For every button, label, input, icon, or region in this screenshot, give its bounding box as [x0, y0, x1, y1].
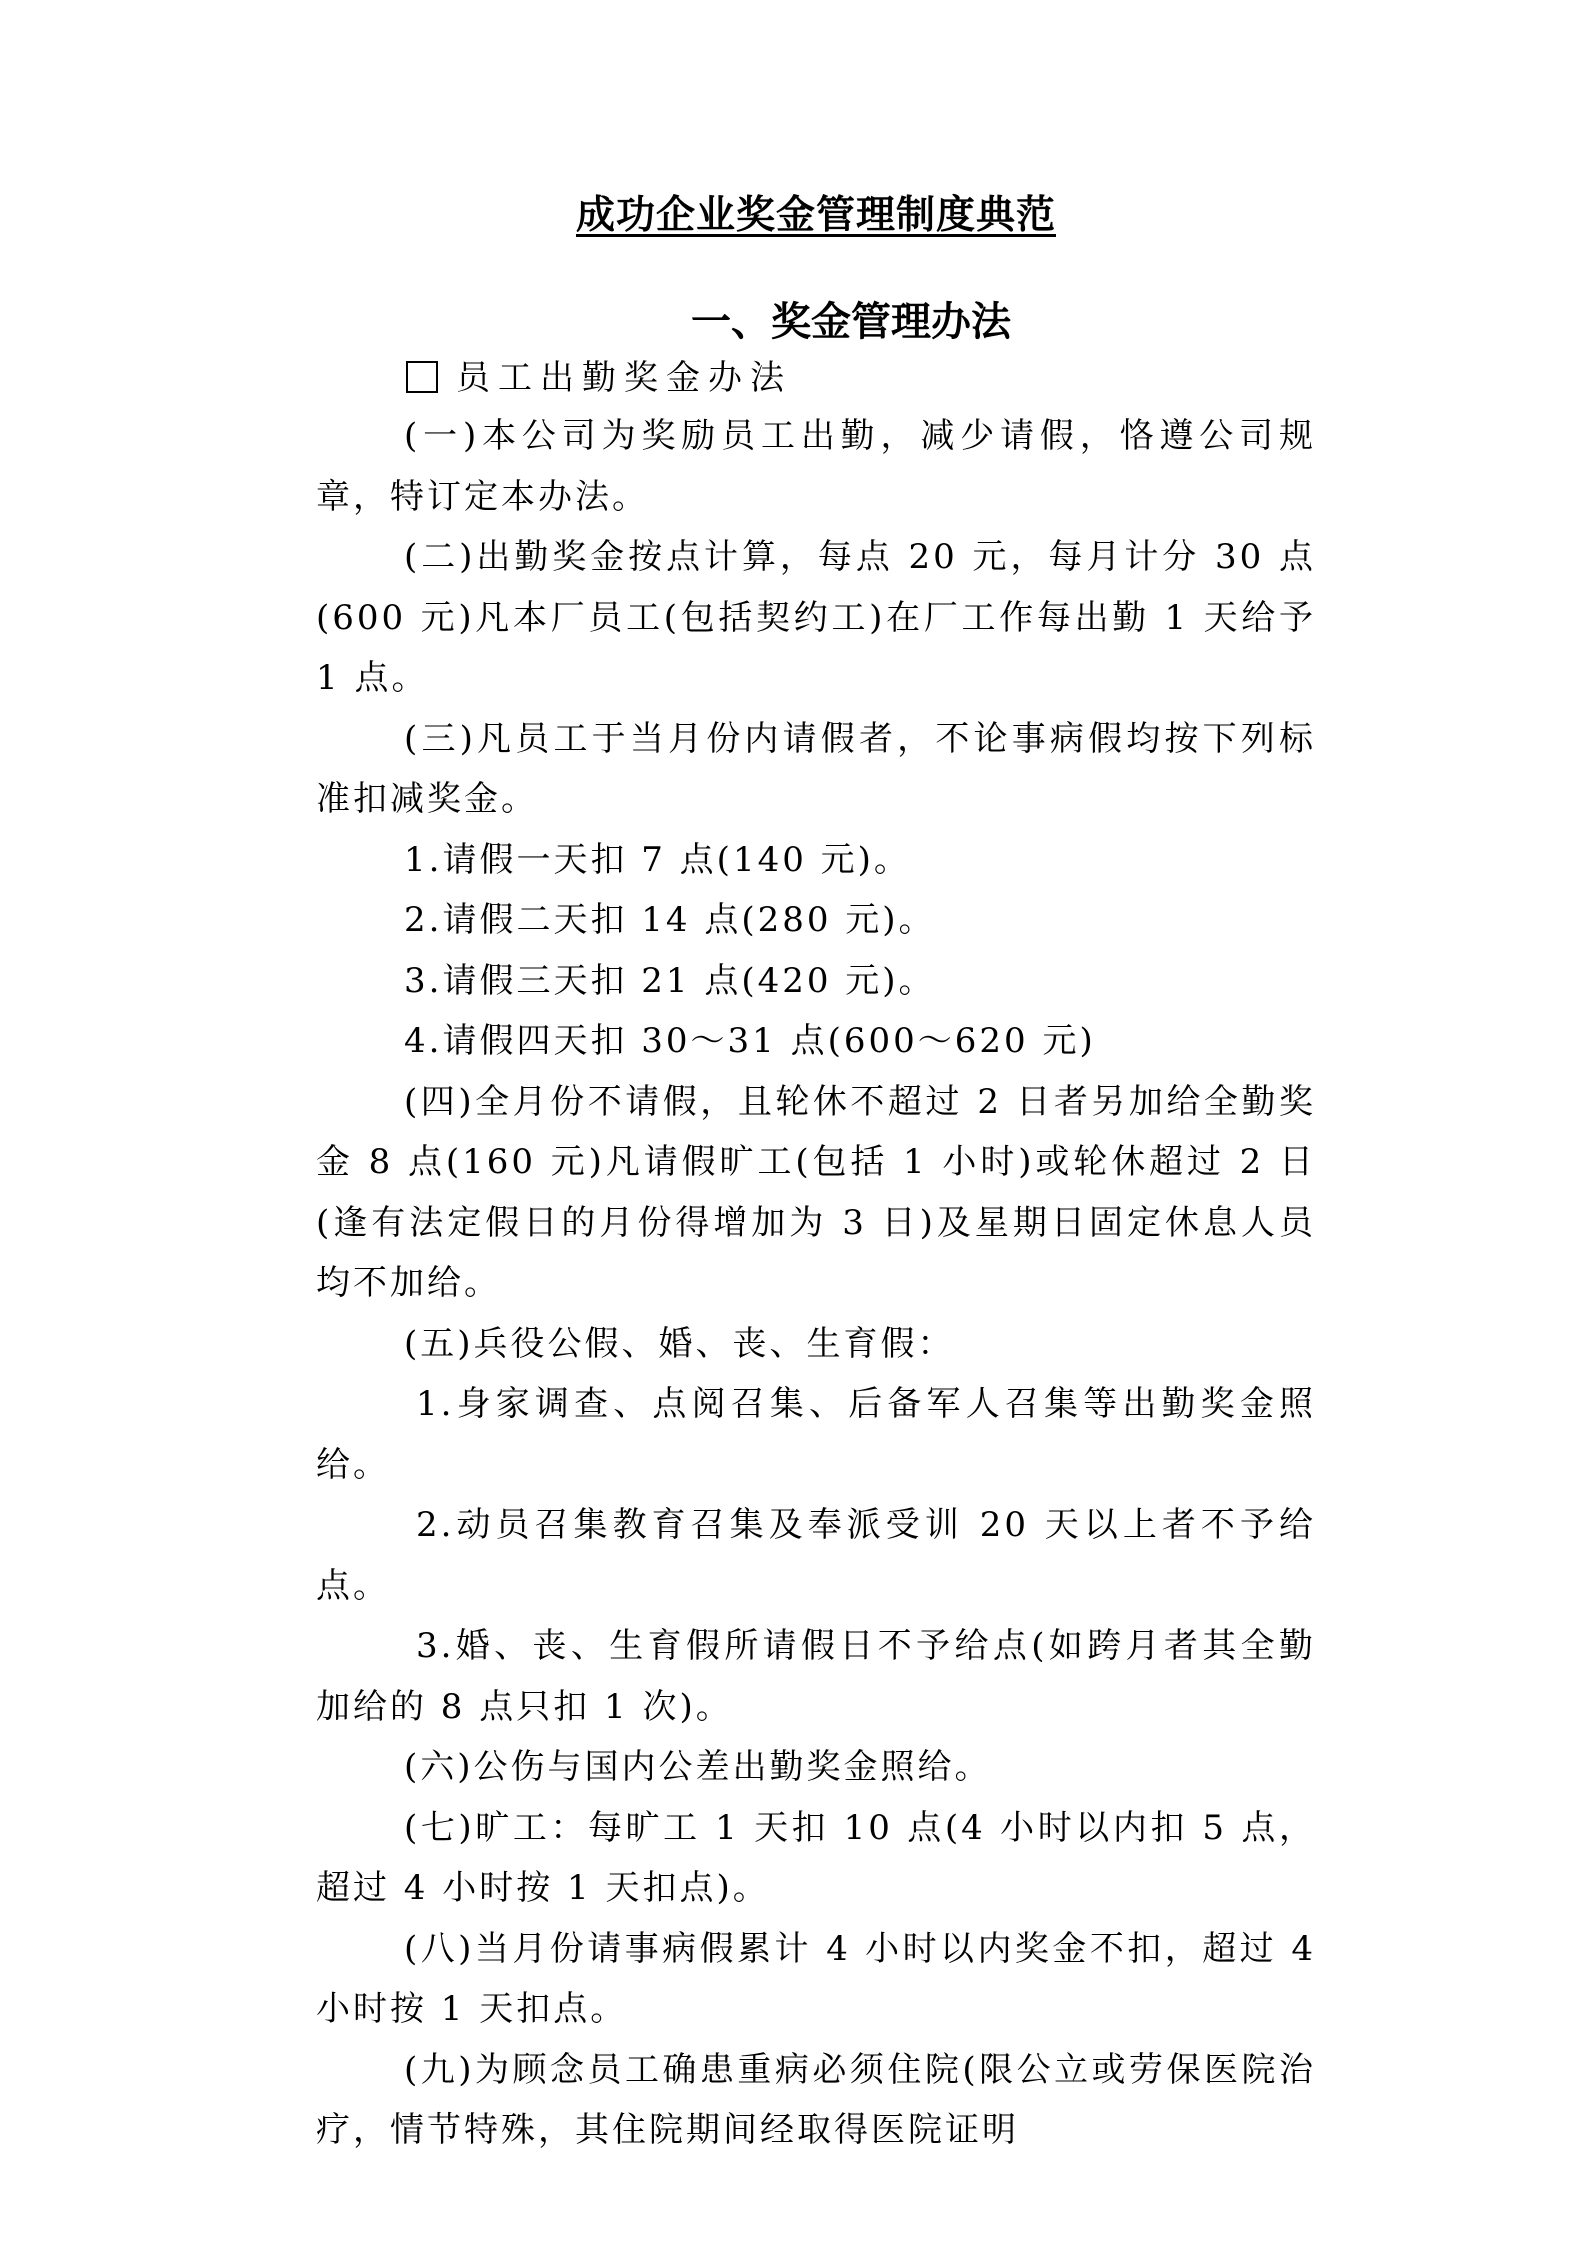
paragraph-3: (三)凡员工于当月份内请假者，不论事病假均按下列标准扣减奖金。	[316, 718, 1316, 819]
paragraph-4: (四)全月份不请假，且轮休不超过 2 日者另加给全勤奖金 8 点(160 元)凡请假旷工(包括 1 小时)或轮休超过 2 日(逢有法定假日的月份得增加为 3 日)及星期日固定休息人员均不加给。	[316, 1081, 1316, 1303]
list-item-5-1: 1.身家调查、点阅召集、后备军人召集等出勤奖金照给。	[316, 1384, 1316, 1485]
document-title: 成功企业奖金管理制度典范	[575, 193, 1056, 238]
sub-heading-label: 员工出勤奖金办法	[456, 358, 792, 398]
paragraph-5: (五)兵役公假、婚、丧、生育假：	[404, 1323, 955, 1364]
list-item-3-2: 2.请假二天扣 14 点(280 元)。	[404, 900, 936, 940]
list-item-5-3: 3.婚、丧、生育假所请假日不予给点(如跨月者其全勤加给的 8 点只扣 1 次)。	[316, 1626, 1316, 1727]
paragraph-9: (九)为顾念员工确患重病必须住院(限公立或劳保医院治疗，情节特殊，其住院期间经取得医院证明	[316, 2049, 1316, 2150]
paragraph-1: (一)本公司为奖励员工出勤，减少请假，恪遵公司规章，特订定本办法。	[316, 416, 1316, 517]
list-item-5-2: 2.动员召集教育召集及奉派受训 20 天以上者不予给点。	[316, 1505, 1316, 1606]
paragraph-8: (八)当月份请事病假累计 4 小时以内奖金不扣，超过 4 小时按 1 天扣点。	[316, 1928, 1316, 2029]
document-page	[316, 190, 1316, 2161]
sub-heading	[316, 350, 1316, 406]
paragraph-6: (六)公伤与国内公差出勤奖金照给。	[404, 1747, 992, 1787]
list-item-3-1: 1.请假一天扣 7 点(140 元)。	[404, 839, 911, 880]
list-item-3-3: 3.请假三天扣 21 点(420 元)。	[404, 960, 936, 1001]
paragraph-2: (二)出勤奖金按点计算，每点 20 元，每月计分 30 点(600 元)凡本厂员工(包括契约工)在厂工作每出勤 1 天给予 1 点。	[316, 537, 1316, 698]
section-title: 一、奖金管理办法	[691, 299, 1011, 345]
checkbox-square-icon	[406, 361, 438, 393]
paragraph-7: (七)旷工：每旷工 1 天扣 10 点(4 小时以内扣 5 点，超过 4 小时按 1 天扣点)。	[316, 1807, 1316, 1908]
list-item-3-4: 4.请假四天扣 30～31 点(600～620 元)	[404, 1021, 1096, 1061]
